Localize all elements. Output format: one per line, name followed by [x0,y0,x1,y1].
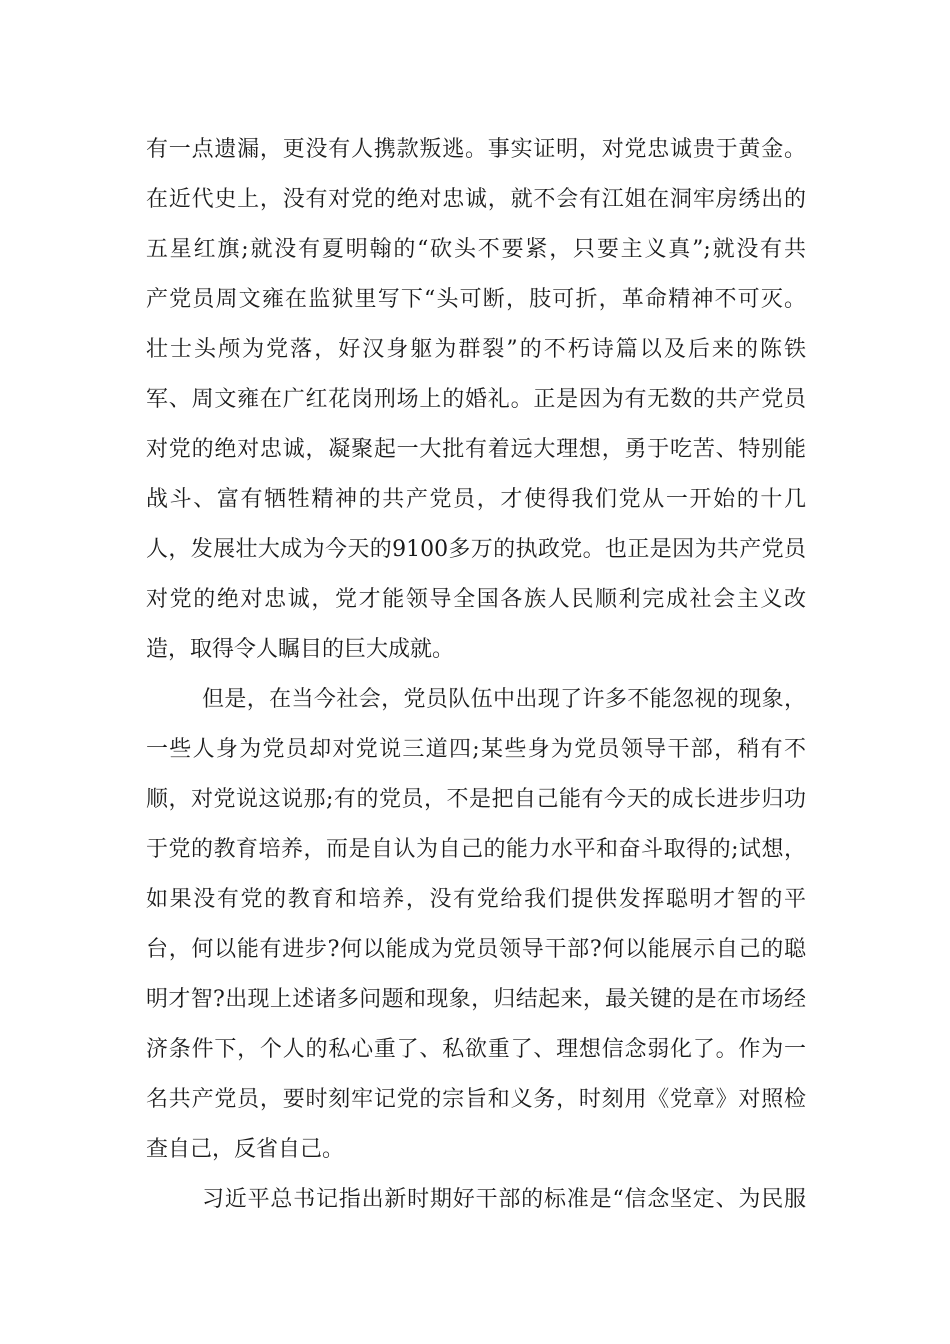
text-line: 军、周文雍在广红花岗刑场上的婚礼。正是因为有无数的共产党员 [146,387,806,412]
text-line: 有一点遗漏，更没有人携款叛逃。事实证明，对党忠诚贵于黄金。 [146,137,806,162]
text-line: 如果没有党的教育和培养，没有党给我们提供发挥聪明才智的平 [146,887,806,912]
text-line: 台，何以能有进步?何以能成为党员领导干部?何以能展示自己的聪 [146,937,806,962]
text-line: 造，取得令人瞩目的巨大成就。 [146,637,455,662]
text-line: 于党的教育培养，而是自认为自己的能力水平和奋斗取得的;试想， [146,837,806,862]
text-line: 名共产党员，要时刻牢记党的宗旨和义务，时刻用《党章》对照检 [146,1087,806,1112]
text-line: 五星红旗;就没有夏明翰的“砍头不要紧，只要主义真”;就没有共 [146,237,806,262]
text-line: 一些人身为党员却对党说三道四;某些身为党员领导干部，稍有不 [146,737,806,762]
text-line: 查自己，反省自己。 [146,1137,345,1162]
text-line: 产党员周文雍在监狱里写下“头可断，肢可折，革命精神不可灭。 [146,287,806,312]
text-line: 济条件下，个人的私心重了、私欲重了、理想信念弱化了。作为一 [146,1037,806,1062]
text-line: 对党的绝对忠诚，凝聚起一大批有着远大理想，勇于吃苦、特别能 [146,437,806,462]
text-line: 顺，对党说这说那;有的党员，不是把自己能有今天的成长进步归功 [146,787,806,812]
text-line: 在近代史上，没有对党的绝对忠诚，就不会有江姐在洞牢房绣出的 [146,187,806,212]
text-line: 但是，在当今社会，党员队伍中出现了许多不能忽视的现象， [202,687,806,712]
text-line: 壮士头颅为党落，好汉身躯为群裂”的不朽诗篇以及后来的陈铁 [146,337,806,362]
text-line: 人，发展壮大成为今天的9100多万的执政党。也正是因为共产党员 [146,537,806,562]
text-line: 对党的绝对忠诚，党才能领导全国各族人民顺利完成社会主义改 [146,587,806,612]
text-line: 战斗、富有牺牲精神的共产党员，才使得我们党从一开始的十几 [146,487,806,512]
text-line: 明才智?出现上述诸多问题和现象，归结起来，最关键的是在市场经 [146,987,806,1012]
text-line: 习近平总书记指出新时期好干部的标准是“信念坚定、为民服 [202,1187,806,1212]
